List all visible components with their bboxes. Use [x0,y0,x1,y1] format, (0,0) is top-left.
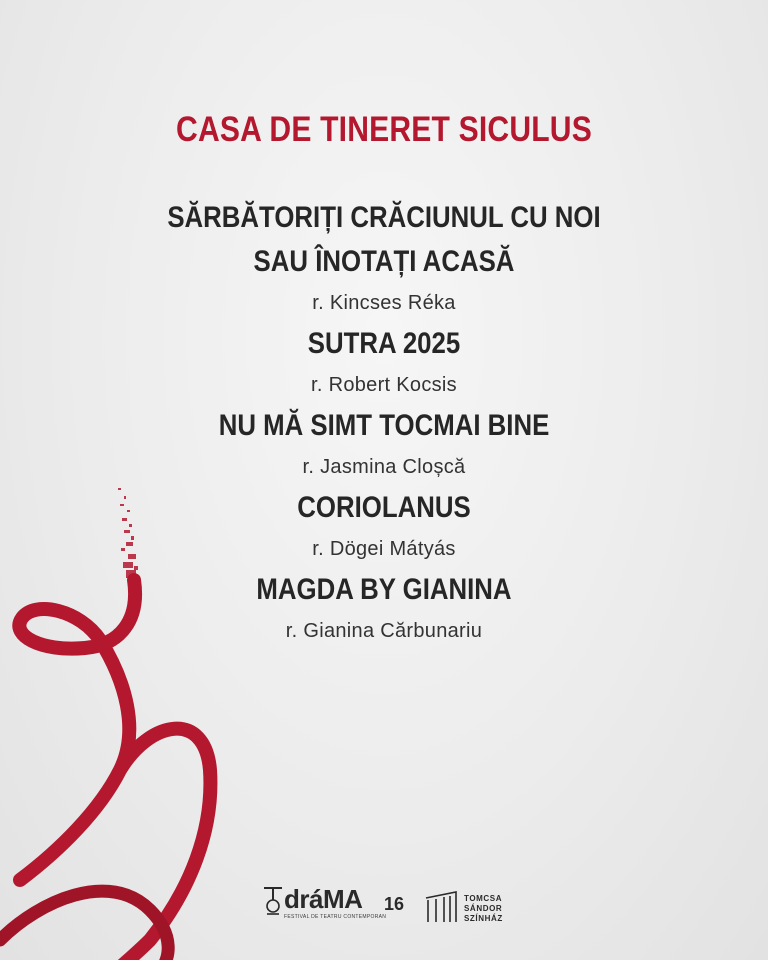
show-title: SUTRA 2025 [307,327,461,360]
venue-title: CASA DE TINERET SICULUS [176,110,592,149]
drama-wordmark: dráMA [284,884,363,914]
drama-subtitle: FESTIVAL DE TEATRU CONTEMPORAN [284,914,387,920]
show-item [0,568,768,650]
building-columns-icon [424,890,458,924]
theatre-mask-icon [262,886,284,916]
show-title: SAU ÎNOTAȚI ACASĂ [253,245,515,278]
show-item [0,196,768,322]
show-item [0,322,768,404]
show-director: r. Gianina Cărbunariu [285,620,483,642]
show-item [0,486,768,568]
show-director: r. Dögei Mátyás [312,538,456,560]
sponsor-logos [262,884,522,934]
tomcsa-theatre-logo [424,886,524,932]
tomcsa-line: SÁNDOR [464,904,503,913]
program-list [0,196,768,650]
show-title: NU MĂ SIMT TOCMAI BINE [218,409,550,442]
show-title: SĂRBĂTORIȚI CRĂCIUNUL CU NOI [167,201,601,234]
show-title: MAGDA BY GIANINA [256,573,512,606]
show-director: r. Robert Kocsis [311,374,457,396]
drama-edition-number: 16 [384,894,405,914]
show-director: r. Kincses Réka [312,292,456,314]
tomcsa-line: SZÍNHÁZ [464,914,503,923]
tomcsa-wordmark [464,894,503,924]
tomcsa-line: TOMCSA [464,894,503,903]
drama-festival-logo [262,884,412,930]
show-director: r. Jasmina Cloșcă [302,456,466,478]
show-item [0,404,768,486]
show-title: CORIOLANUS [297,491,471,524]
